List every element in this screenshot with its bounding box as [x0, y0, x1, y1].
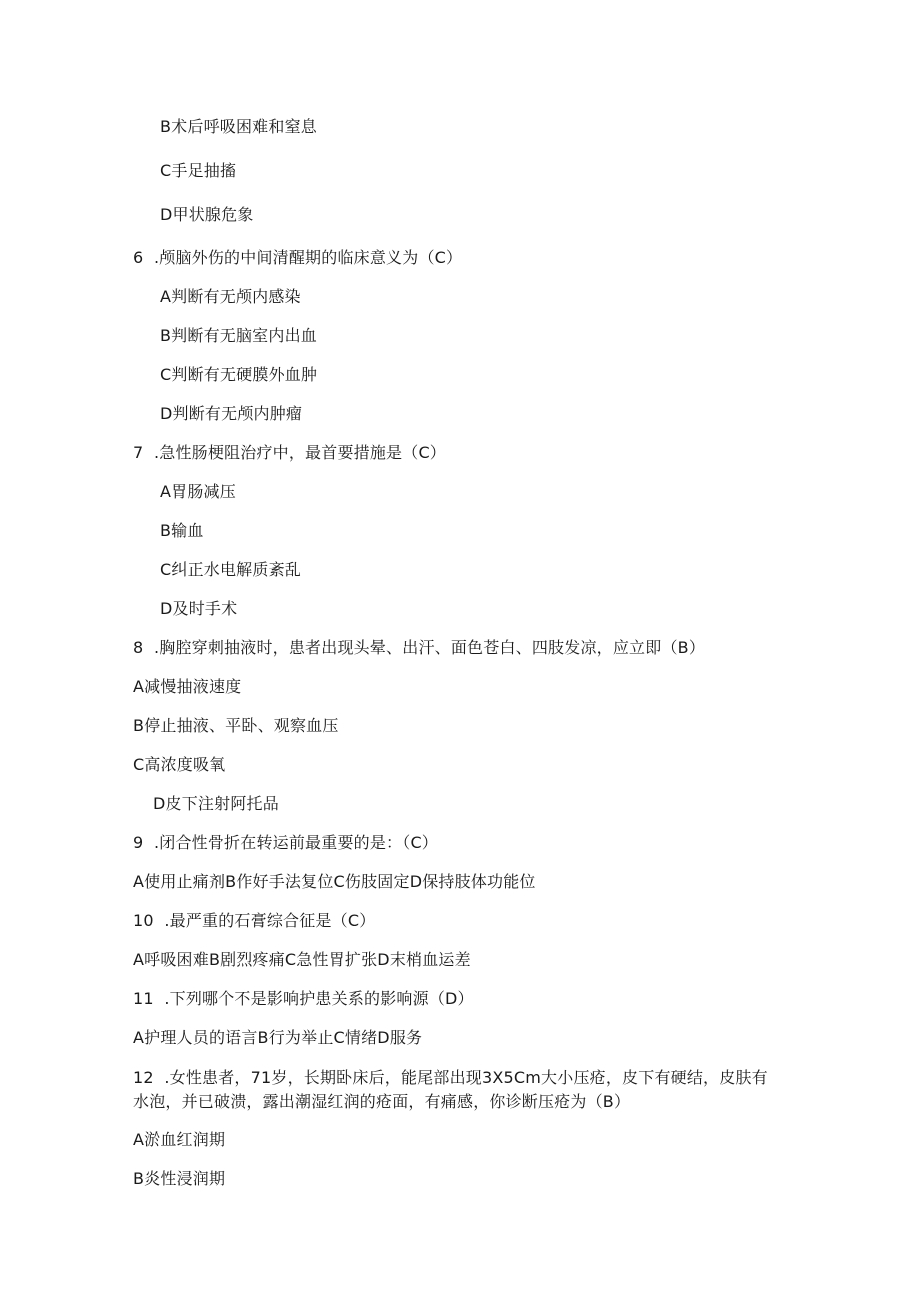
option-line: A使用止痛剂B作好手法复位C伤肢固定D保持肢体功能位	[133, 872, 536, 891]
option-line: C纠正水电解质紊乱	[160, 560, 301, 579]
option-line: B术后呼吸困难和窒息	[160, 117, 317, 136]
option-line: B炎性浸润期	[133, 1169, 226, 1188]
option-line: D及时手术	[160, 599, 238, 618]
option-line: B停止抽液、平卧、观察血压	[133, 716, 339, 735]
option-line: D甲状腺危象	[160, 205, 254, 224]
option-line: C判断有无硬膜外血肿	[160, 365, 318, 384]
question-line: 6 .颅脑外伤的中间清醒期的临床意义为（C）	[133, 248, 463, 267]
question-line: 12 .女性患者，71岁，长期卧床后，能尾部出现3X5Cm大小压疮，皮下有硬结，皮肤有水泡，并已破溃，露出潮湿红润的疮面，有痛感，你诊断压疮为（B）	[133, 1068, 768, 1111]
option-line: A呼吸困难B剧烈疼痛C急性胃扩张D末梢血运差	[133, 950, 471, 969]
option-line: D皮下注射阿托品	[153, 794, 279, 813]
option-line: A减慢抽液速度	[133, 677, 242, 696]
question-line: 7 .急性肠梗阻治疗中，最首要措施是（C）	[133, 443, 447, 462]
option-line: A判断有无颅内感染	[160, 287, 301, 306]
option-line: A淤血红润期	[133, 1130, 226, 1149]
option-line: C高浓度吸氧	[133, 755, 226, 774]
option-line: A胃肠减压	[160, 482, 236, 501]
question-line: 10 .最严重的石膏综合征是（C）	[133, 911, 376, 930]
question-line: 8 .胸腔穿刺抽液时，患者出现头晕、出汗、面色苍白、四肢发凉，应立即（B）	[133, 638, 706, 657]
option-line: C手足抽搐	[160, 161, 237, 180]
option-line: D判断有无颅内肿瘤	[160, 404, 303, 423]
option-line: B输血	[160, 521, 204, 540]
question-line: 9 .闭合性骨折在转运前最重要的是：（C）	[133, 833, 439, 852]
option-line: A护理人员的语言B行为举止C情绪D服务	[133, 1028, 423, 1047]
question-line: 11 .下列哪个不是影响护患关系的影响源（D）	[133, 989, 474, 1008]
option-line: B判断有无脑室内出血	[160, 326, 317, 345]
